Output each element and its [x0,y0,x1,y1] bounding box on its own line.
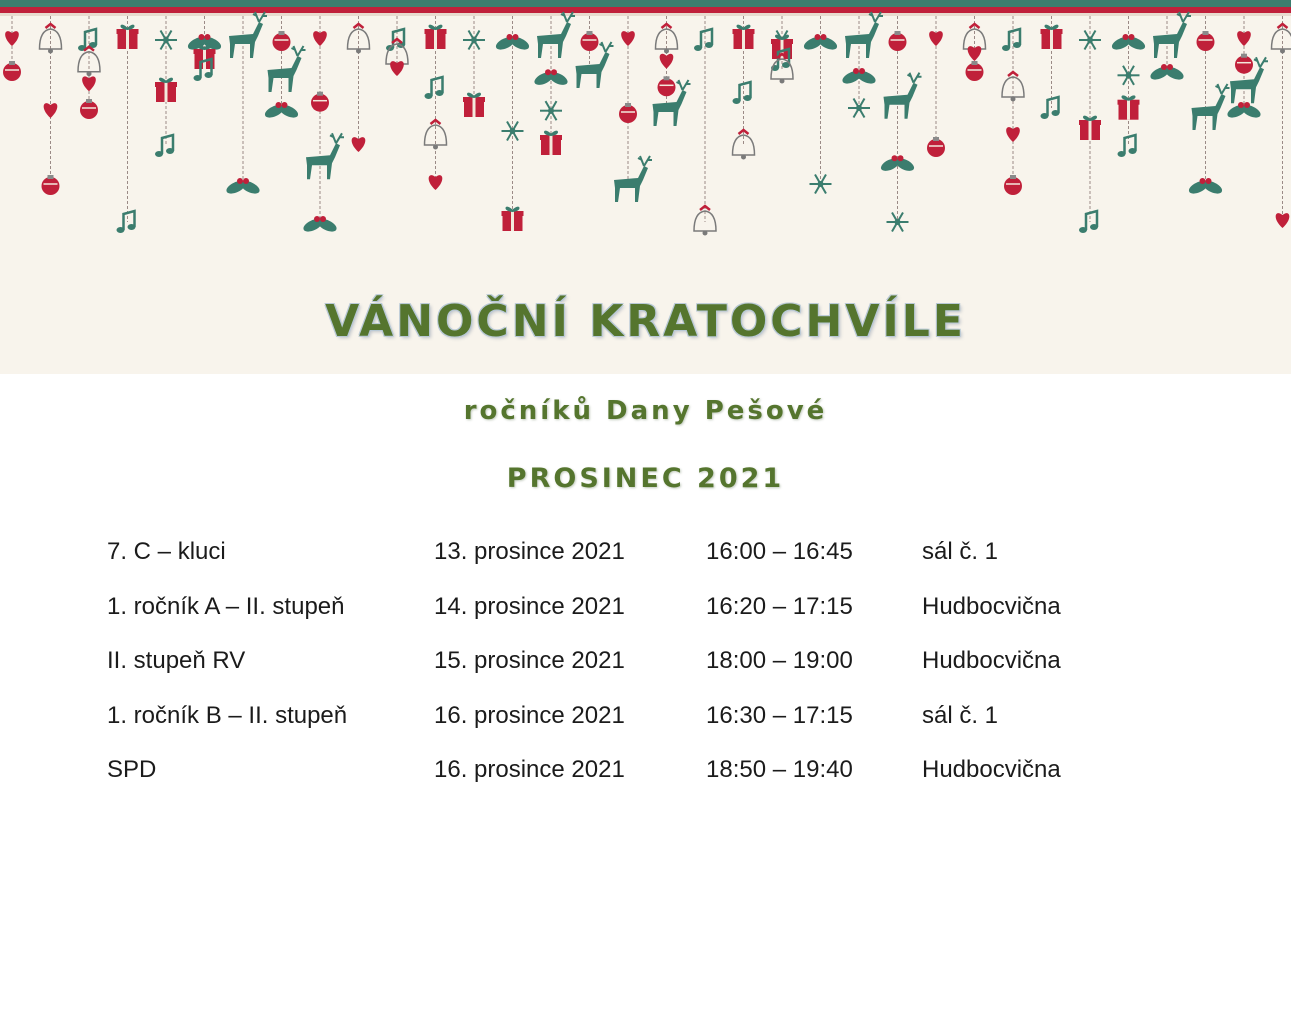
page-title: VÁNOČNÍ KRATOCHVÍLE [325,296,966,347]
schedule-place: sál č. 1 [922,538,999,565]
deer-icon [1153,12,1191,58]
schedule-time: 18:00 – 19:00 [706,647,853,674]
gift-icon [1079,117,1101,140]
schedule-group: 1. ročník B – II. stupeň [107,701,348,729]
deer-icon [845,12,883,58]
music-note-icon [425,77,444,99]
heart-icon [352,137,366,152]
bauble-icon [966,61,984,81]
schedule-time: 18:50 – 19:40 [706,756,853,783]
page-subtitle: ročníků Dany Pešové [463,396,828,426]
deer-icon [1192,84,1230,130]
bauble-icon [273,31,291,51]
schedule-place: Hudbocvična [922,756,1061,783]
schedule-place: sál č. 1 [922,701,999,729]
bauble-icon [927,137,945,157]
holly-icon [225,178,262,196]
music-note-icon [1118,135,1137,157]
bell-icon [425,120,447,150]
schedule-row [0,589,1291,644]
music-note-icon [1041,97,1060,119]
bauble-icon [619,103,637,123]
holly-icon [1226,102,1263,120]
heart-icon [660,54,674,69]
gift-icon [155,79,177,102]
heart-icon [968,46,982,61]
schedule-time: 16:20 – 17:15 [706,592,853,620]
music-note-icon [155,135,174,157]
deer-icon [306,133,344,179]
music-note-icon [694,29,713,51]
schedule-list [0,534,1291,807]
heart-icon [313,31,327,46]
deer-icon [537,12,575,58]
schedule-row [0,643,1291,698]
schedule-row [0,752,1291,807]
schedule-time: 16:00 – 16:45 [706,538,853,565]
schedule-date: 16. prosince 2021 [434,701,625,729]
bauble-icon [3,61,21,81]
bauble-icon [80,99,98,119]
schedule-date: 14. prosince 2021 [434,592,625,620]
snowflake-icon [887,212,909,231]
deer-icon [884,73,922,119]
deer-icon [229,12,267,58]
deer-icon [268,46,306,92]
heart-icon [929,31,943,46]
schedule-date: 16. prosince 2021 [434,756,625,783]
music-note-icon [1079,211,1098,233]
schedule-row [0,534,1291,589]
schedule-group: 1. ročník A – II. stupeň [107,592,345,620]
schedule-group: II. stupeň RV [107,647,246,674]
schedule-row [0,698,1291,753]
christmas-banner [0,0,1291,374]
hanging-ornaments [0,0,1291,290]
heart-icon [621,31,635,46]
music-note-icon [117,211,136,233]
heart-icon [5,31,19,46]
bauble-icon [1197,31,1215,51]
holly-icon [263,102,300,120]
heart-icon [82,76,96,91]
schedule-time: 16:30 – 17:15 [706,701,853,729]
month-heading: PROSINEC 2021 [506,463,785,494]
heart-icon [1006,127,1020,142]
bauble-icon [1004,175,1022,195]
deer-icon [614,156,652,202]
heart-icon [1276,213,1290,228]
gift-icon [463,94,485,117]
gift-icon [540,132,562,155]
heart-icon [1237,31,1251,46]
bell-icon [733,130,755,160]
schedule-group: SPD [107,756,157,783]
schedule-place: Hudbocvična [922,592,1061,620]
bauble-icon [889,31,907,51]
bauble-icon [42,175,60,195]
music-note-icon [1002,29,1021,51]
schedule-group: 7. C – kluci [107,538,226,565]
heart-icon [44,103,58,118]
schedule-date: 15. prosince 2021 [434,647,625,674]
holly-icon [1187,178,1224,196]
heart-icon [429,175,443,190]
music-note-icon [733,82,752,104]
bauble-icon [311,92,329,112]
gift-icon [1118,96,1140,119]
gift-icon [425,26,447,49]
bell-icon [1272,24,1291,54]
gift-icon [1041,26,1063,49]
schedule-date: 13. prosince 2021 [434,538,625,565]
gift-icon [502,208,524,231]
bell-icon [694,206,716,236]
bauble-icon [658,76,676,96]
gift-icon [733,26,755,49]
schedule-place: Hudbocvična [922,647,1061,674]
bauble-icon [1235,54,1253,74]
bauble-icon [581,31,599,51]
heart-icon [390,61,404,76]
gift-icon [117,26,139,49]
